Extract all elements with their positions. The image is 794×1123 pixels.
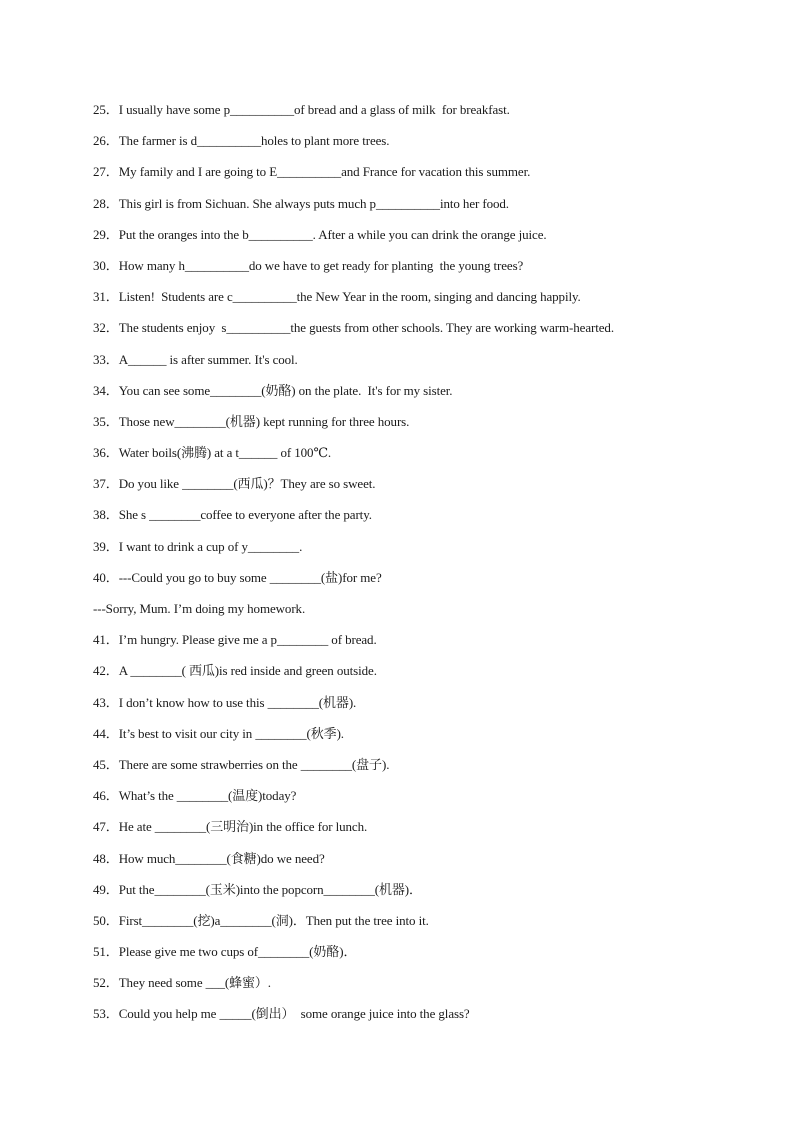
question-29: 29．Put the oranges into the b__________. After a while you can drink the orange juice. (93, 226, 547, 242)
question-46: 46．What’s the ________(温度)today? (93, 788, 297, 804)
question-39: 39．I want to drink a cup of y________. (93, 538, 303, 554)
question-44: 44．It’s best to visit our city in ________(秋季). (93, 725, 344, 741)
question-48: 48．How much________(食糖)do we need? (93, 850, 325, 866)
question-50: 50．First________(挖)a________(洞)．Then put the tree into it. (93, 912, 429, 928)
question-40-reply: ---Sorry, Mum. I’m doing my homework. (93, 601, 306, 616)
question-45: 45．There are some strawberries on the ________(盘子). (93, 756, 390, 772)
question-42: 42．A ________( 西瓜)is red inside and green outside. (93, 663, 377, 679)
question-53: 53．Could you help me _____(倒出） some orange juice into the glass? (93, 1006, 470, 1022)
question-26: 26．The farmer is d__________holes to plant more trees. (93, 133, 390, 149)
question-41: 41．I’m hungry. Please give me a p________ of bread. (93, 632, 377, 648)
question-36: 36．Water boils(沸腾) at a t______ of 100℃. (93, 445, 332, 461)
question-30: 30．How many h__________do we have to get ready for planting the young trees? (93, 257, 524, 273)
question-40: 40．---Could you go to buy some ________(盐)for me? (93, 569, 382, 585)
question-31: 31．Listen! Students are c__________the New Year in the room, singing and dancing happily. (93, 289, 581, 305)
question-35: 35．Those new________(机器) kept running for three hours. (93, 413, 410, 429)
question-52: 52．They need some ___(蜂蜜）. (93, 975, 271, 991)
question-32: 32．The students enjoy s__________the guests from other schools. They are working warm-hearted. (93, 320, 614, 336)
question-25: 25．I usually have some p__________of bread and a glass of milk for breakfast. (93, 102, 510, 117)
question-list (93, 101, 773, 1037)
question-27: 27．My family and I are going to E__________and France for vacation this summer. (93, 164, 531, 180)
question-49: 49．Put the________(玉米)into the popcorn________(机器)． (93, 881, 422, 897)
question-34: 34．You can see some________(奶酪) on the plate. It's for my sister. (93, 382, 453, 398)
question-43: 43．I don’t know how to use this ________(机器). (93, 694, 357, 710)
question-47: 47．He ate ________(三明治)in the office for lunch. (93, 819, 368, 835)
question-51: 51．Please give me two cups of________(奶酪)． (93, 944, 357, 960)
question-33: 33．A______ is after summer. It's cool. (93, 351, 298, 367)
question-38: 38．She s ________coffee to everyone after the party. (93, 507, 372, 523)
question-37: 37．Do you like ________(西瓜)？They are so sweet. (93, 476, 376, 492)
question-28: 28．This girl is from Sichuan. She always puts much p__________into her food. (93, 195, 509, 211)
